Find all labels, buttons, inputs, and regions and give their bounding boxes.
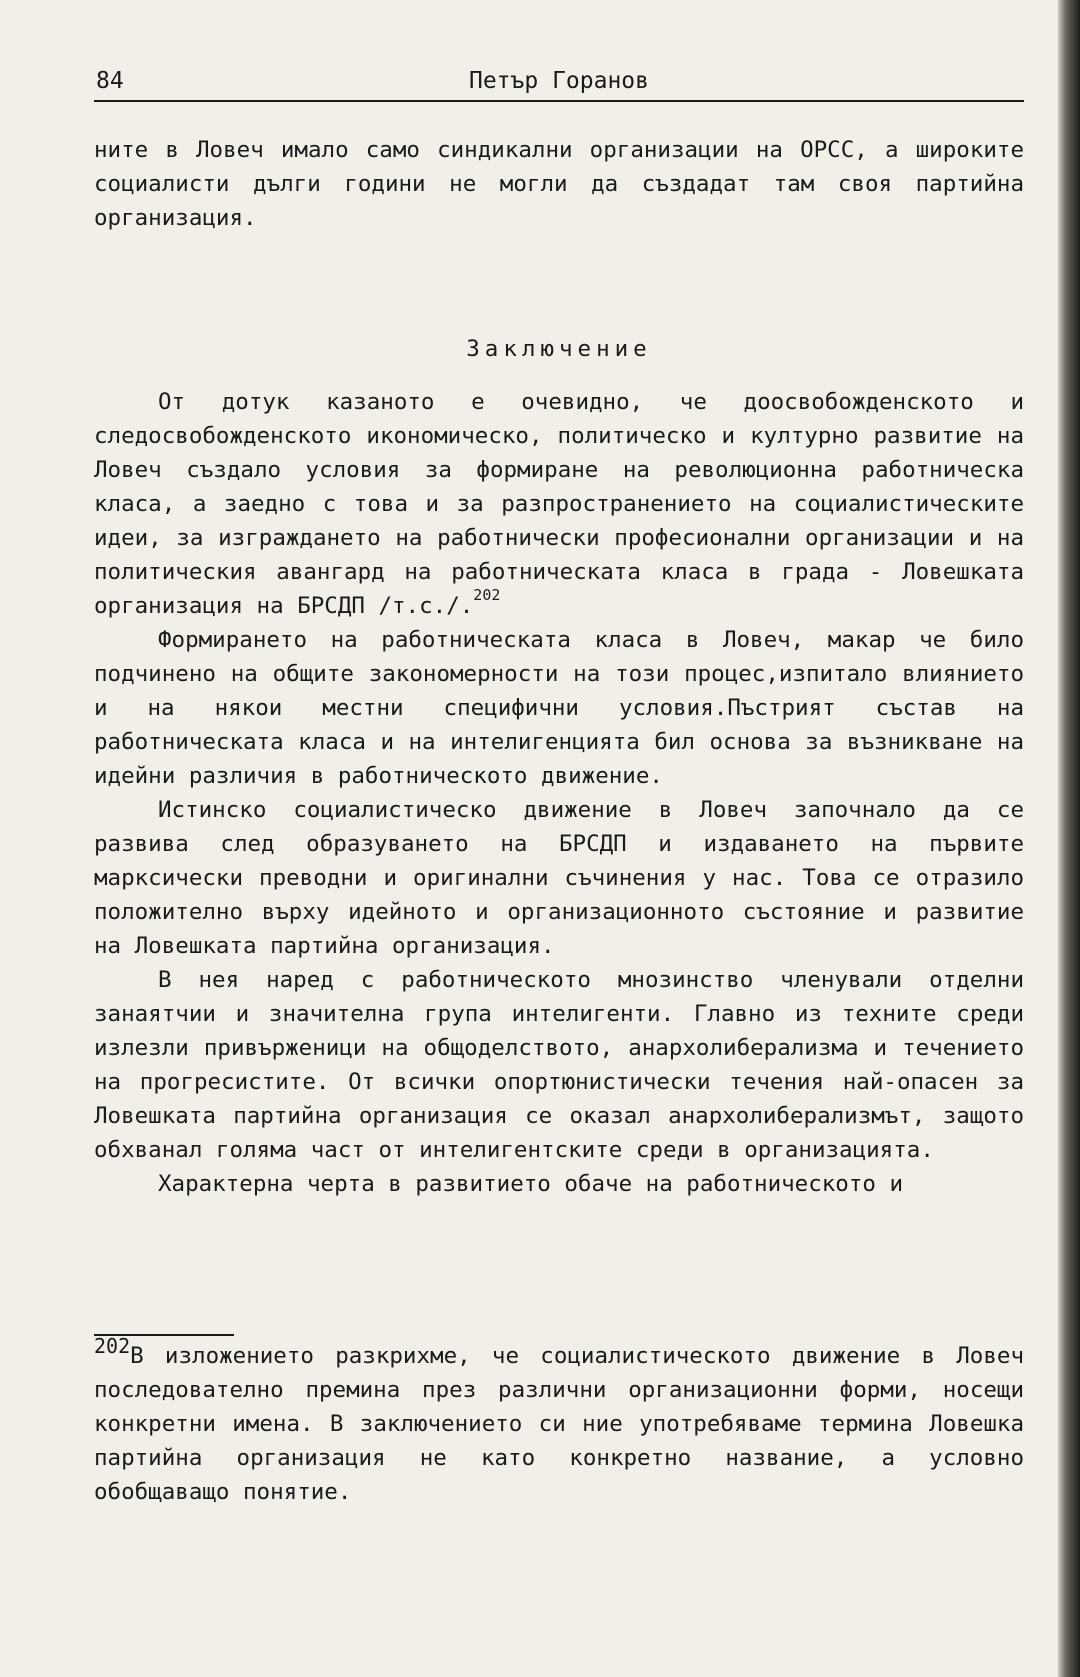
paragraph-text: ните в Ловеч имало само синдикални организации на ОРСС, а широките социалисти дълги години не могли да създадат там своя партийна организация. [94, 137, 1024, 231]
paragraph [94, 623, 1024, 793]
paragraph-text: Истинско социалистическо движение в Ловеч започнало да се развива след образуването на БРСДП и издаването на първите марксически преводни и оригинални съчинения у нас. Това се отразило положително върху идейното и организационното състояние и развитие на Ловешката партийна организация. [94, 797, 1024, 959]
footnote-paragraph [94, 1334, 1024, 1509]
paragraph [94, 1167, 1024, 1201]
book-binding-edge [1058, 0, 1080, 1677]
footnote-text: В изложението разкрихме, че социалистическото движение в Ловеч последователно премина през различни организационни форми, носещи конкретни имена. В заключението си ние употребяваме термина Ловешка партийна организация не като конкретно название, а условно обобщаващо понятие. [94, 1343, 1024, 1505]
paragraph [94, 963, 1024, 1167]
paragraph-text: От дотук казаното е очевидно, че доосвобожденското и следосвобожденското икономическо, политическо и културно развитие на Ловеч създало условия за формиране на революционна работническа класа, а заедно с това и за разпространението на социалистическите идеи, за изграждането на работнически професионални организации и на политическия авангард на работническата класа в града - Ловешката организация на БРСДП /т.с./. [94, 389, 1024, 619]
intro-paragraph [94, 133, 1024, 235]
footnote [94, 1334, 1024, 1509]
conclusion-body [94, 385, 1024, 1201]
footnote-reference: 202 [473, 586, 501, 604]
section-heading: Заключение [466, 336, 652, 362]
page-header [94, 64, 1024, 102]
paragraph [94, 385, 1024, 623]
paragraph-text: Формирането на работническата класа в Ловеч, макар че било подчинено на общите закономерности на този процес,изпитало влиянието и на някои местни специфични условия.Пъстрият състав на работническата класа и на интелигенцията бил основа за възникване на идейни различия в работническото движение. [94, 627, 1024, 789]
paragraph-text: В нея наред с работническото мнозинство членували отделни занаятчии и значителна група интелигенти. Главно из техните среди излезли привърженици на общоделството, анархолиберализма и течението на прогресистите. От всички опортюнистически течения най-опасен за Ловешката партийна организация се оказал анархолиберализмът, защото обхванал голяма част от интелигентските среди в организацията. [94, 967, 1024, 1163]
paragraph [94, 793, 1024, 963]
footnote-number: 202 [94, 1334, 131, 1358]
running-title: Петър Горанов [468, 68, 649, 94]
page-number: 84 [96, 68, 124, 94]
paragraph-text: Характерна черта в развитието обаче на работническото и [158, 1171, 904, 1197]
